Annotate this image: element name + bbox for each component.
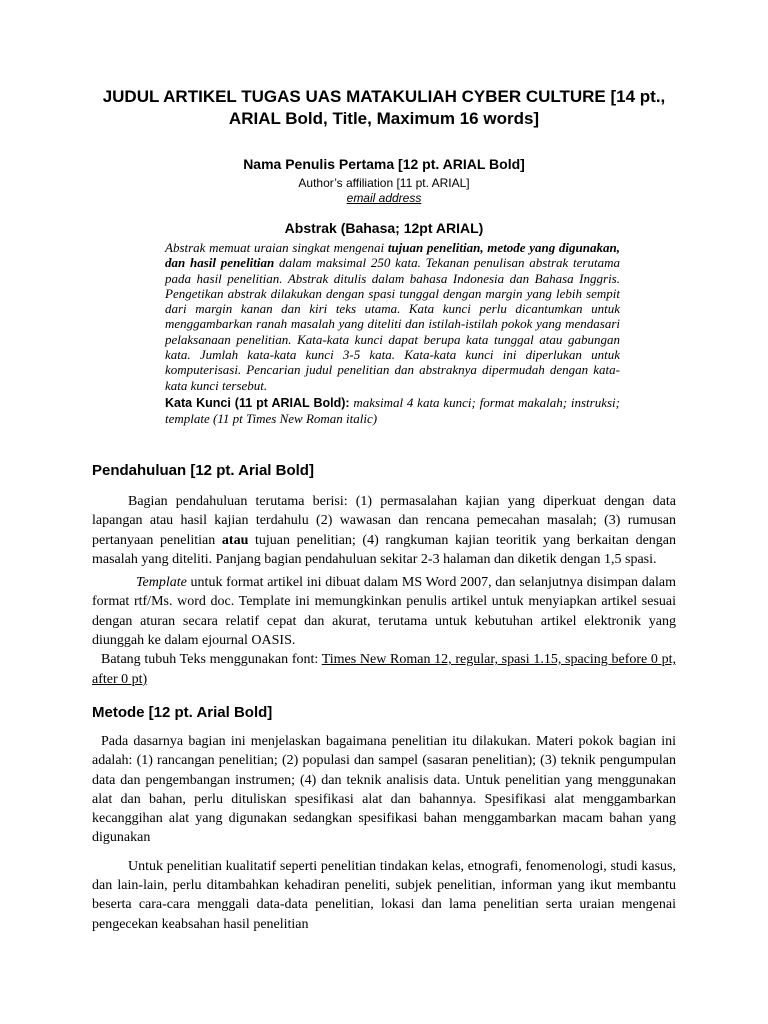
method-paragraph-1: Pada dasarnya bagian ini menjelaskan bagaimana penelitian itu dilakukan. Materi pokok bagian ini adalah: (1) rancangan penelitian; (2) populasi dan sampel (sasaran penelitian); (3) teknik pengumpulan data dan pengembangan instrumen; (4) dan teknik analisis data. Untuk penelitian yang menggunakan alat dan bahan, perlu dituliskan spesifikasi alat dan bahannya. Spesifikasi alat menggambarkan kecanggihan alat yang digunakan sedangkan spesifikasi bahan menggambarkan macam bahan yang digunakan xyxy=(92,733,676,846)
section-heading-intro: Pendahuluan [12 pt. Arial Bold] xyxy=(92,461,314,479)
keywords-label: Kata Kunci (11 pt ARIAL Bold): xyxy=(165,395,350,410)
intro-p1-bold: atau xyxy=(221,532,249,548)
keywords-text: maksimal 4 kata kunci; format makalah; instruksi; template (11 pt Times New Roman italic) xyxy=(165,394,620,427)
intro-paragraph-1 xyxy=(92,492,676,569)
keywords xyxy=(165,395,620,427)
section-heading-method: Metode [12 pt. Arial Bold] xyxy=(92,703,273,721)
intro-p2-italic: Template xyxy=(136,575,187,591)
abstract-text-part1: Abstrak memuat uraian singkat mengenai xyxy=(165,240,388,255)
intro-p1-text-a: Bagian pendahuluan terutama berisi: (1) permasalahan kajian yang diperkuat dengan data lapangan atau hasil kajian terdahulu (2) wawasan dan rencana pemecahan masalah; (3) rumusan pertanyaan penelitian xyxy=(92,493,676,548)
abstract-text-part2: dalam maksimal 250 kata. Tekanan penulisan abstrak terutama pada hasil penelitian. Abstrak ditulis dalam bahasa Indonesia dan Bahasa Inggris. Pengetikan abstrak dilakukan dengan spasi tunggal dengan margin yang lebih sempit dari margin kanan dan kiri teks utama. Kata kunci perlu dicantumkan untuk menggambarkan ranah masalah yang diteliti dan istilah-istilah pokok yang mendasari pelaksanaan penelitian. Kata-kata kunci dapat berupa kata tunggal atau gabungan kata. Jumlah kata-kata kunci 3-5 kata. Kata-kata kunci ini diperlukan untuk komputerisasi. Pencarian judul penelitian dan abstraknya dipermudah dengan kata-kata kunci tersebut. xyxy=(165,255,620,393)
article-title: JUDUL ARTIKEL TUGAS UAS MATAKULIAH CYBER CULTURE [14 pt., ARIAL Bold, Title, Maximum 16 words] xyxy=(102,87,666,128)
method-paragraph-2: Untuk penelitian kualitatif seperti penelitian tindakan kelas, etnografi, fenomenologi, studi kasus, dan lain-lain, perlu ditambahkan kehadiran peneliti, subjek penelitian, informan yang ikut membantu beserta cara-cara menggali data-data penelitian, lokasi dan lama penelitian serta uraian mengenai pengecekan keabsahan hasil penelitian xyxy=(92,858,676,932)
abstract-heading: Abstrak (Bahasa; 12pt ARIAL) xyxy=(284,220,484,236)
abstract-text xyxy=(165,240,620,393)
intro-p1-text-b: tujuan penelitian; (4) rangkuman kajian teoritik yang berkaitan dengan masalah yang diteliti. Panjang bagian pendahuluan sekitar 2-3 halaman dan diketik dengan 1,5 spasi. xyxy=(92,532,676,567)
intro-p3-text: Batang tubuh Teks menggunakan font: xyxy=(101,652,322,668)
intro-p3-underlined: Times New Roman 12, regular, spasi 1.15, spacing before 0 pt, after 0 pt) xyxy=(92,652,677,687)
email-address-link[interactable]: email address xyxy=(346,191,422,205)
intro-paragraph-2 xyxy=(92,573,676,650)
intro-paragraph-3 xyxy=(92,650,676,689)
abstract-block xyxy=(165,240,620,427)
abstract-text-bold: tujuan penelitian, metode yang digunakan, dan hasil penelitian xyxy=(165,240,620,271)
intro-p2-text: untuk format artikel ini dibuat dalam MS Word 2007, dan selanjutnya disimpan dalam format rtf/Ms. word doc. Template ini memungkinkan penulis artikel untuk menyiapkan artikel sesuai dengan aturan secara relatif cepat dan akurat, terutama untuk kebutuhan artikel elektronik yang diunggah ke dalam ejournal OASIS. xyxy=(92,575,676,649)
author-affiliation: Author’s affiliation [11 pt. ARIAL] xyxy=(298,176,470,190)
author-name: Nama Penulis Pertama [12 pt. ARIAL Bold] xyxy=(243,156,525,172)
